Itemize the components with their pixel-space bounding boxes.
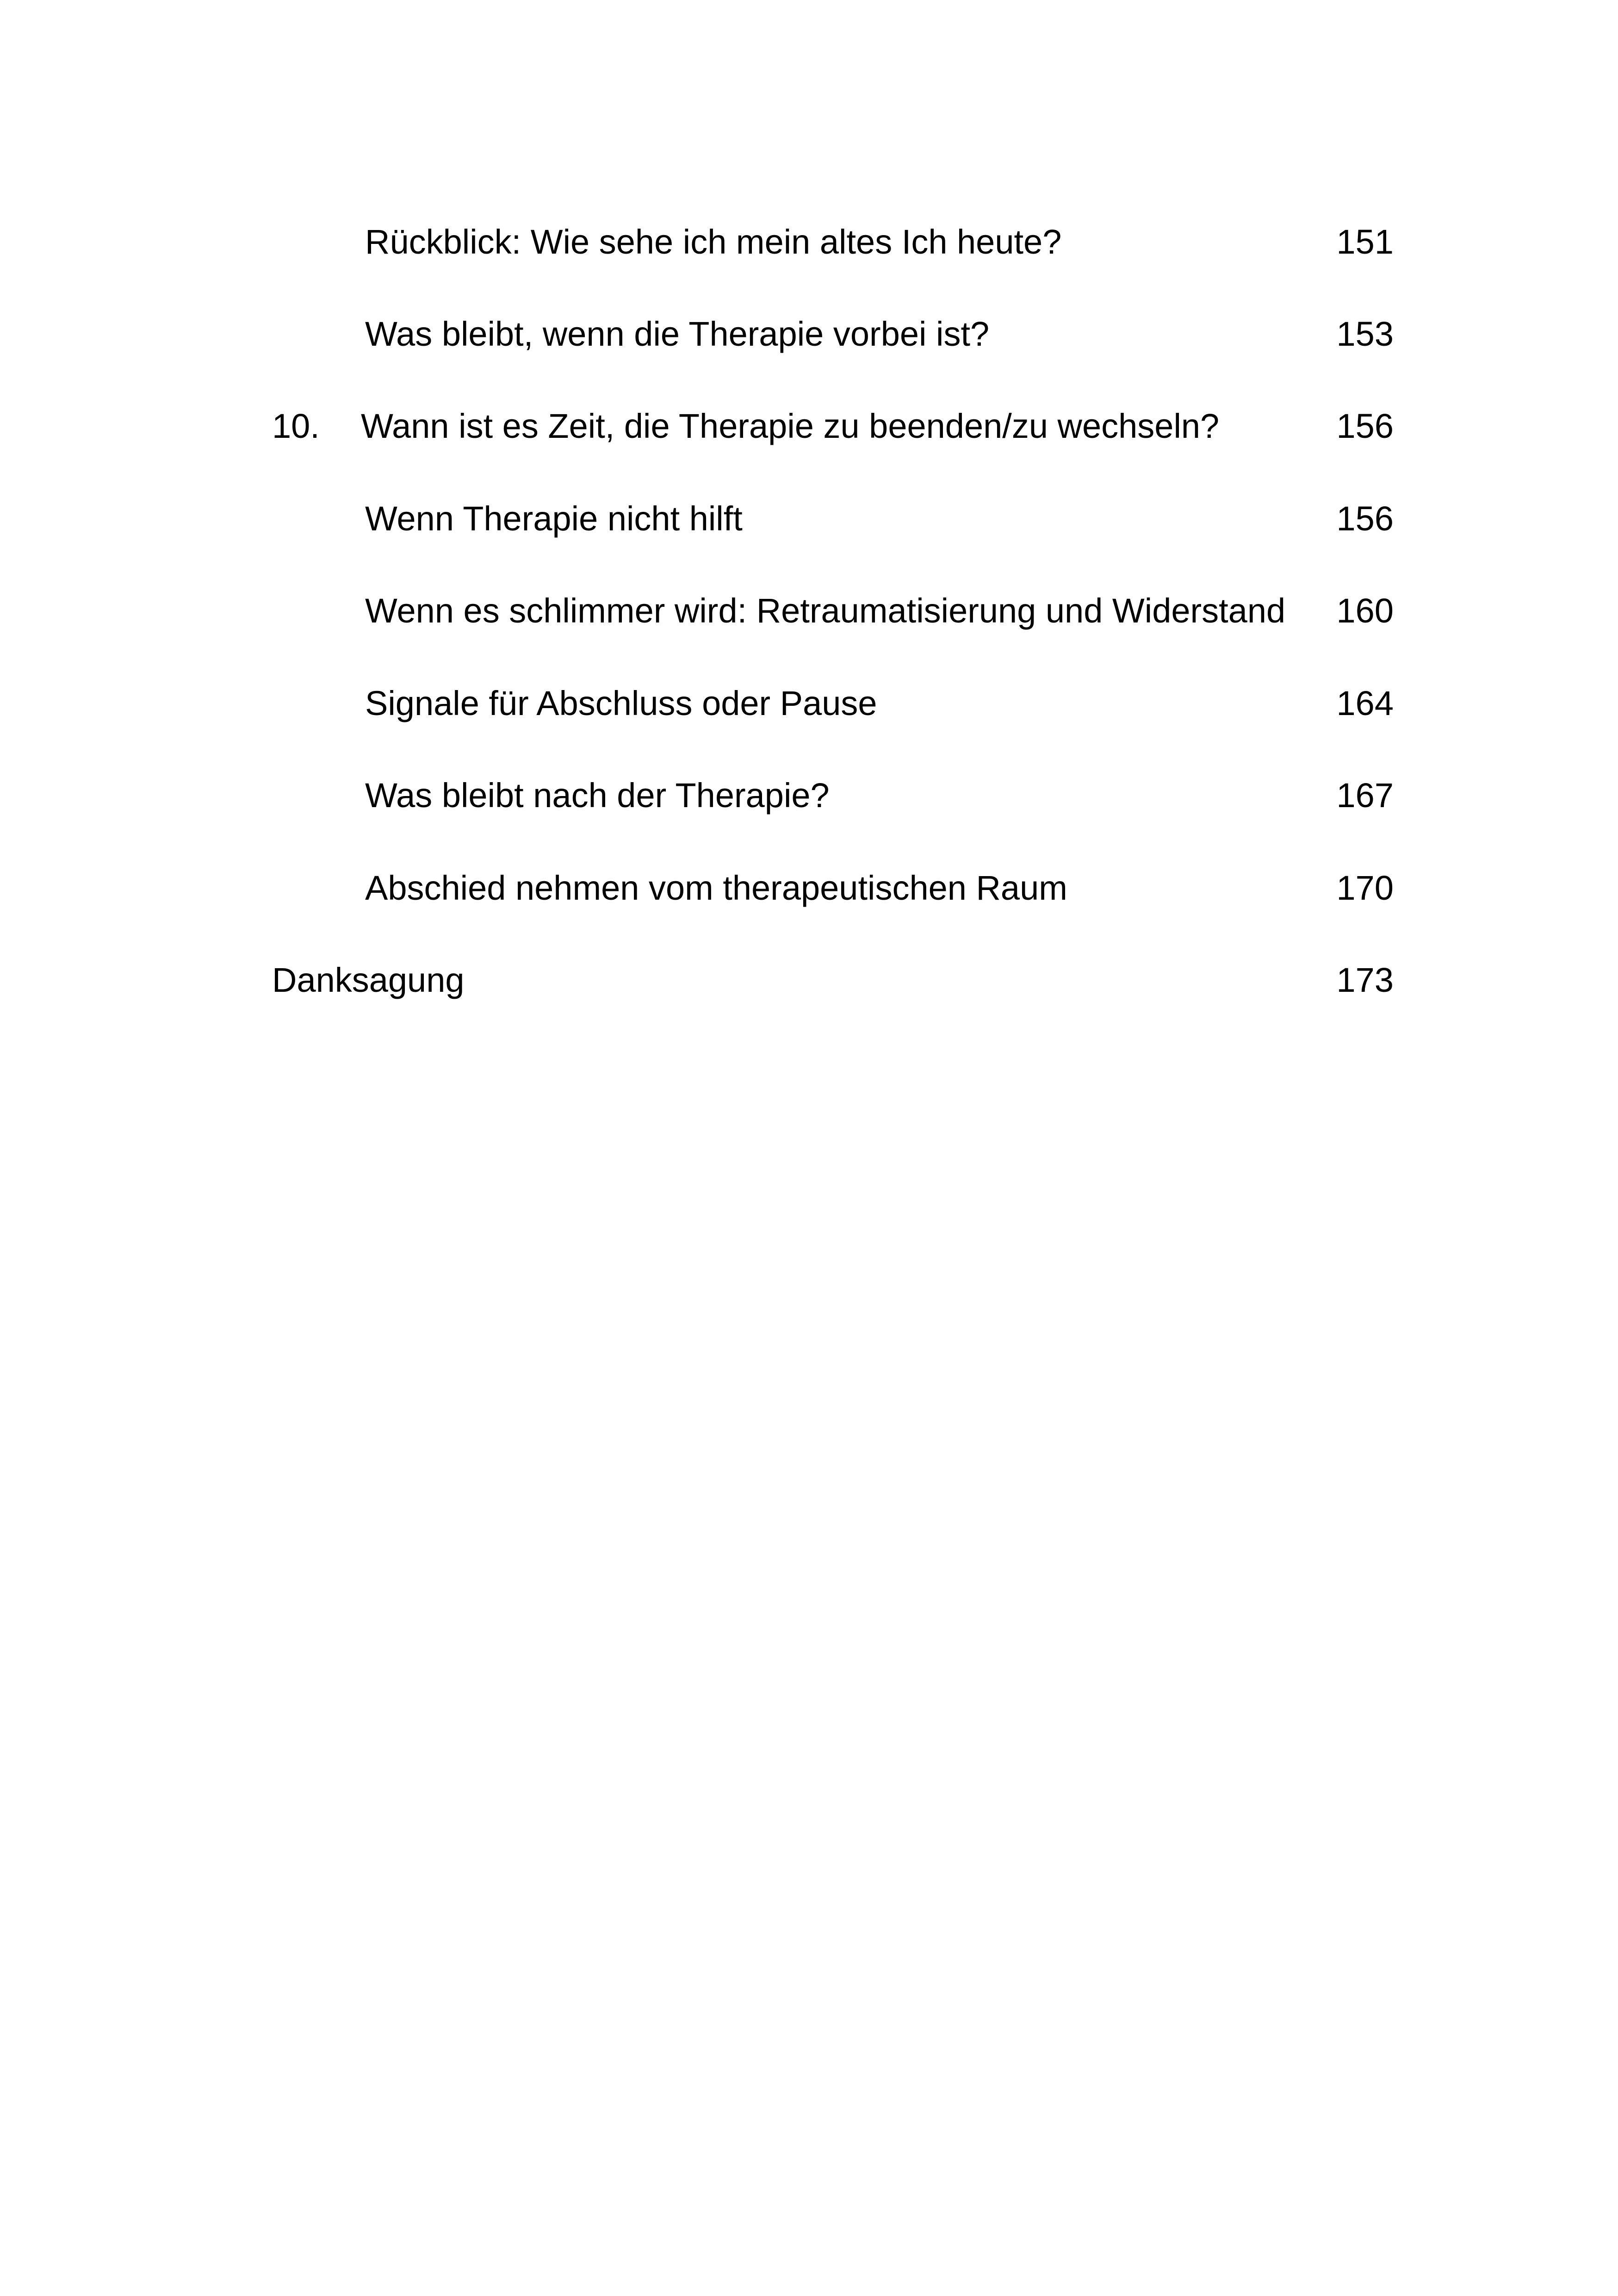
toc-chapter-entry <box>0 401 1618 452</box>
toc-entry <box>0 770 1618 821</box>
toc-entry-title: Rückblick: Wie sehe ich mein altes Ich heute? <box>365 223 1062 261</box>
toc-entry-title: Wenn Therapie nicht hilft <box>365 499 743 538</box>
toc-entry-title: Wenn es schlimmer wird: Retraumatisierung und Widerstand <box>365 591 1286 630</box>
toc-entry-title: Wann ist es Zeit, die Therapie zu beenden/zu wechseln? <box>361 407 1220 445</box>
toc-entry-page: 167 <box>1336 776 1394 815</box>
toc-chapter-number: 10. <box>272 407 320 445</box>
toc-entry <box>0 493 1618 544</box>
toc-entry-page: 164 <box>1336 684 1394 722</box>
toc-entry-page: 160 <box>1336 591 1394 630</box>
toc-entry-title: Was bleibt nach der Therapie? <box>365 776 830 815</box>
toc-entry <box>0 863 1618 914</box>
toc-entry-title: Signale für Abschluss oder Pause <box>365 684 877 722</box>
toc-entry-page: 170 <box>1336 869 1394 907</box>
toc-entry-page: 173 <box>1336 961 1394 999</box>
toc-entry <box>0 585 1618 636</box>
toc-entry-title: Was bleibt, wenn die Therapie vorbei ist? <box>365 315 990 353</box>
toc-entry-page: 153 <box>1336 315 1394 353</box>
toc-top-entry <box>0 955 1618 1006</box>
toc-entry-page: 156 <box>1336 499 1394 538</box>
toc-entry-title: Abschied nehmen vom therapeutischen Raum <box>365 869 1067 907</box>
toc-entry-page: 156 <box>1336 407 1394 445</box>
toc-entry <box>0 217 1618 268</box>
toc-entry <box>0 309 1618 360</box>
toc-entry-title: Danksagung <box>272 961 465 999</box>
toc-entry-page: 151 <box>1336 223 1394 261</box>
toc-entry <box>0 678 1618 729</box>
